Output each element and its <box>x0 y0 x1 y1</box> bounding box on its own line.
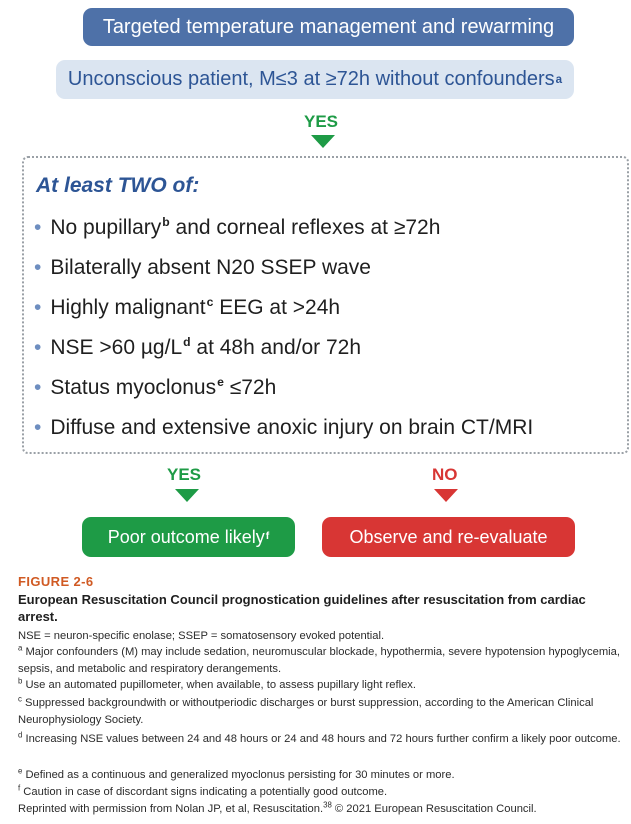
bullet-icon: • <box>34 296 42 319</box>
footnote-a: $^a$ Major confounders (M) may include sedation, neuromuscular blockade, hypothermia, severe hypotension hypoglycemia, sepsis, and metabolic and respiratory derangements. <box>18 643 620 675</box>
footnote-c: $^c$ Suppressed backgroundwith or withoutperiodic discharges or burst suppression, according to the American Clinical Neurophysiology Society. <box>18 694 594 726</box>
reprint-credit: Reprinted with permission from Nolan JP, et al, Resuscitation.$^{38}$ © 2021 European Resuscitation Council. <box>18 800 537 815</box>
footnote-f: $^f$ Caution in case of discordant signs indicating a potentially good outcome. <box>18 783 388 798</box>
footnote-e: $^e$ Defined as a continuous and generalized myoclonus persisting for 30 minutes or more. <box>18 766 455 781</box>
bullet-icon: • <box>34 376 42 399</box>
criterion-item: • Diffuse and extensive anoxic injury on brain CT/MRI <box>34 416 534 439</box>
criterion-item: • Bilaterally absent N20 SSEP wave <box>34 256 371 279</box>
criterion-item: • NSE >60 µg/L$^d$ at 48h and/or 72h <box>34 335 362 359</box>
yes-label-top: YES <box>304 112 339 131</box>
poor-outcome-box: Poor outcome likely f <box>82 517 295 557</box>
criteria-heading: At least TWO of: <box>36 174 200 197</box>
poor-outcome-text: Poor outcome likely <box>107 526 265 547</box>
figure-title: European Resuscitation Council prognostication guidelines after resuscitation from cardiac arrest. <box>18 592 586 624</box>
bullet-icon: • <box>34 256 42 279</box>
yes-label-outcome: YES <box>167 465 202 484</box>
condition-box: Unconscious patient, M≤3 at ≥72h without confounders a <box>56 60 574 99</box>
down-arrow-icon <box>311 135 335 148</box>
bullet-icon: • <box>34 416 42 439</box>
observe-box <box>322 517 575 557</box>
criterion-item: • Highly malignant$^c$ EEG at >24h <box>34 295 341 319</box>
footnote-b: $^b$ Use an automated pupillometer, when available, to assess pupillary light reflex. <box>18 676 417 691</box>
criterion-item: • No pupillary$^b$ and corneal reflexes at ≥72h <box>34 215 441 239</box>
down-arrow-icon <box>175 489 199 502</box>
down-arrow-icon <box>434 489 458 502</box>
figure-label: FIGURE 2-6 <box>18 574 94 589</box>
abbreviation-note: NSE = neuron-specific enolase; SSEP = somatosensory evoked potential. <box>18 630 385 642</box>
bullet-icon: • <box>34 216 42 239</box>
top-step-box <box>83 8 574 46</box>
observe-text: Observe and re-evaluate <box>349 526 548 547</box>
top-step-text: Targeted temperature management and rewarming <box>102 15 555 38</box>
bullet-icon: • <box>34 336 42 359</box>
criterion-item: • Status myoclonus$^e$ ≤72h <box>34 375 277 399</box>
footnote-d: $^d$ Increasing NSE values between 24 and 48 hours or 24 and 48 hours and 72 hours further confirm a likely poor outcome. <box>18 730 621 745</box>
condition-text: Unconscious patient, M≤3 at ≥72h without confounders <box>67 68 555 90</box>
no-label: NO <box>432 465 458 484</box>
